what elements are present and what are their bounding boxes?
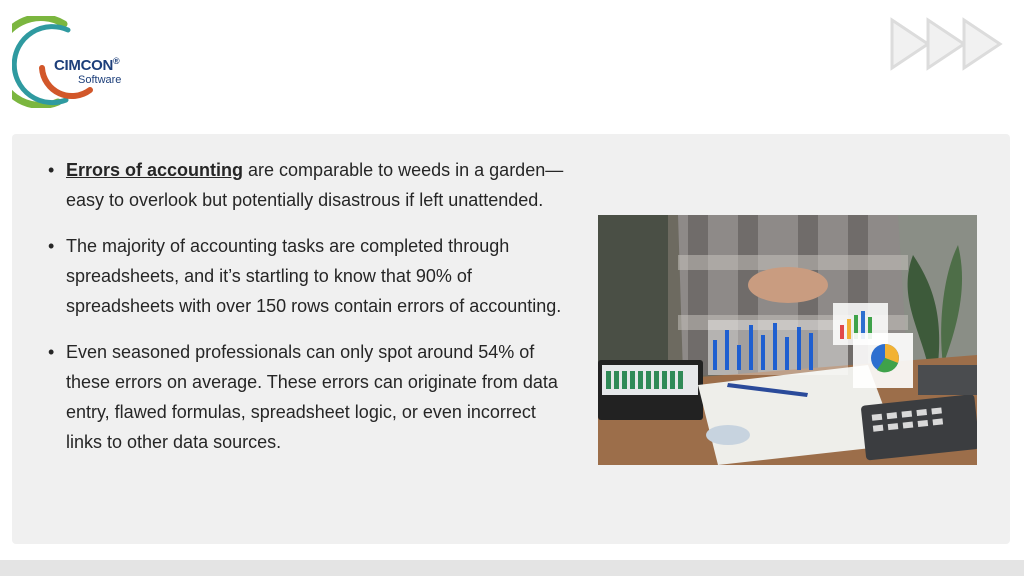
bullet-dot: • <box>48 342 55 362</box>
bullet-text: Even seasoned professionals can only spot around 54% of these errors on average. These errors can originate from data entry, flawed formulas, spreadsheet logic, or even incorrect links to other data sources. <box>66 342 558 452</box>
accounting-photo <box>598 215 977 465</box>
chevron-right-icon <box>892 20 928 68</box>
bullet-text: The majority of accounting tasks are completed through spreadsheets, and it’s startling to know that 90% of spreadsheets with over 150 rows contain errors of accounting. <box>66 236 562 316</box>
bullet-text: are comparable to weeds in a garden—easy to overlook but potentially disastrous if left unattended. <box>66 160 564 210</box>
brand-logo <box>12 16 132 108</box>
footer-bar <box>0 560 1024 576</box>
bullet-lead-link[interactable]: Errors of accounting <box>66 160 244 180</box>
brand-name: CIMCON® <box>54 56 120 74</box>
next-chevrons <box>888 16 1010 72</box>
brand-subtitle: Software <box>78 74 122 86</box>
bullet-dot: • <box>48 160 55 180</box>
bullet-dot: • <box>48 236 55 256</box>
bullet-item <box>44 155 574 215</box>
chevron-right-icon <box>964 20 1000 68</box>
bullet-list <box>44 155 574 473</box>
chevron-right-icon <box>928 20 964 68</box>
bullet-item <box>44 231 574 321</box>
bullet-item <box>44 337 574 457</box>
